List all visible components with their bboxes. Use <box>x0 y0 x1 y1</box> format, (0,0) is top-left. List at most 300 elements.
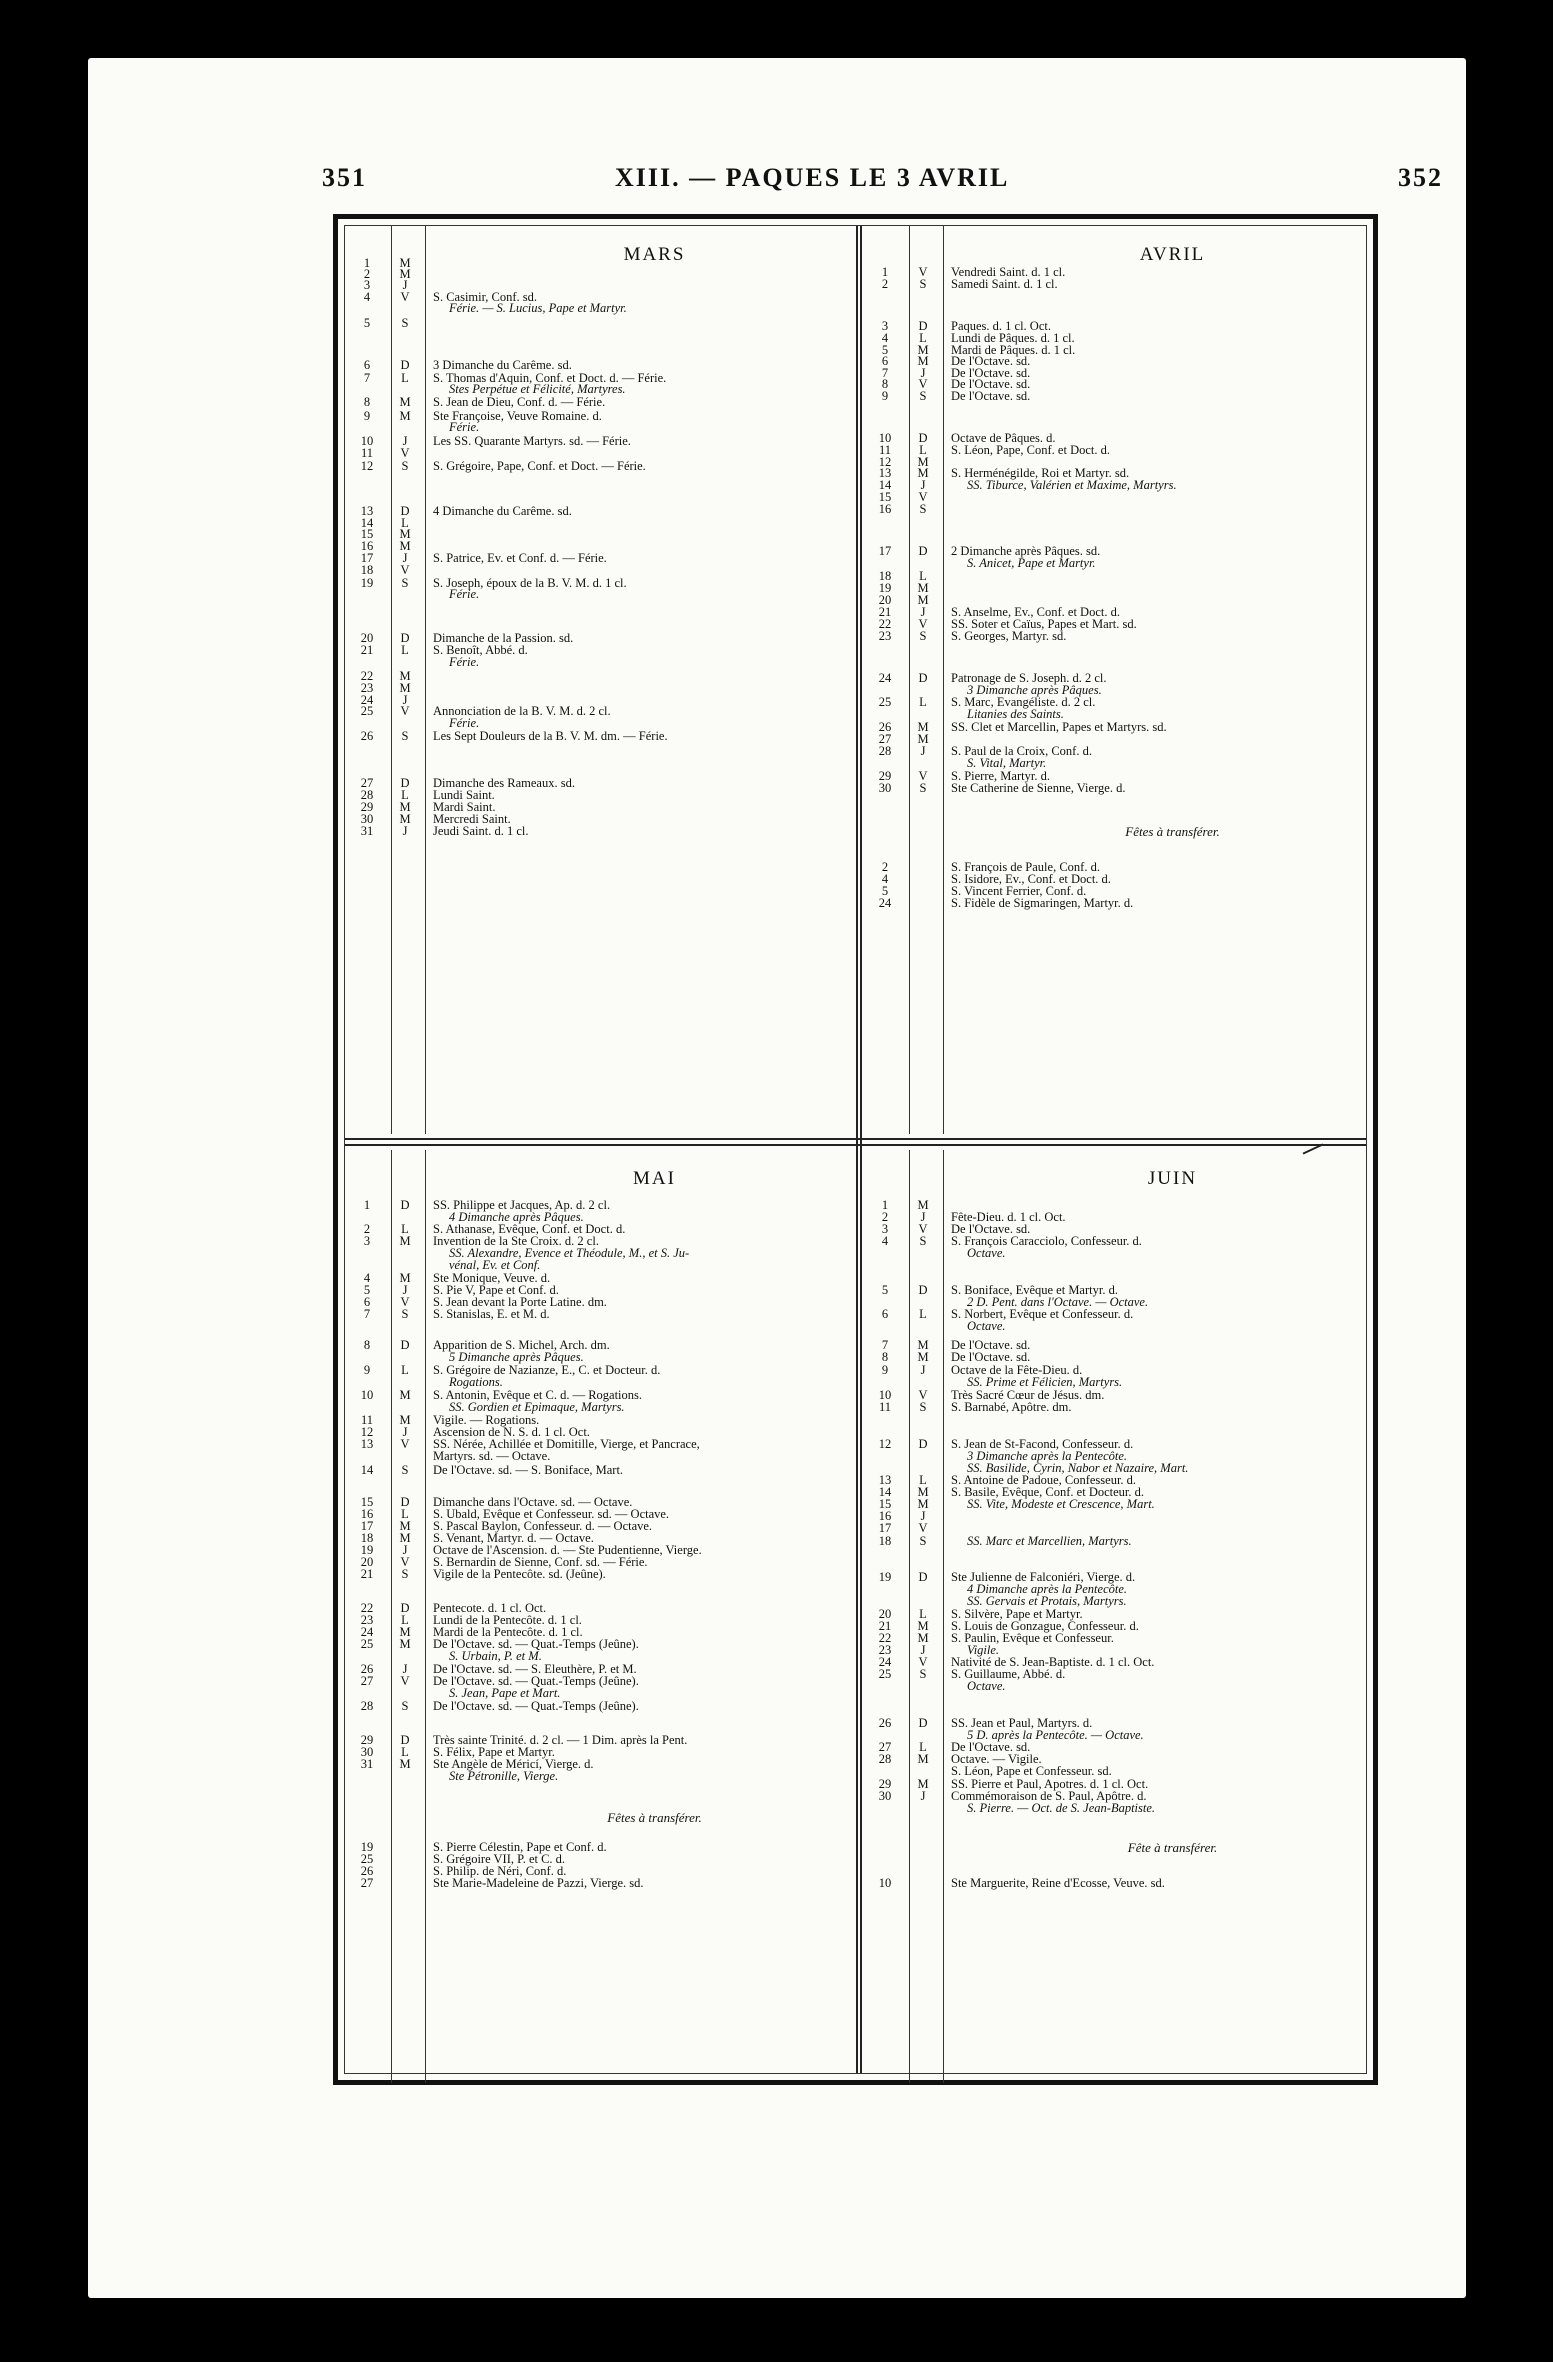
weekday-letter: V <box>918 1388 928 1402</box>
day-number: 20 <box>360 631 374 645</box>
feast-text: Paques. d. 1 cl. Oct. <box>951 319 1051 333</box>
feast-text: Octave de l'Ascension. d. — Ste Pudentienne, Vierge. <box>433 1543 702 1557</box>
weekday-letter: S <box>401 1699 409 1713</box>
day-number: 11 <box>878 1400 892 1414</box>
day-number: 15 <box>360 1495 374 1509</box>
day-number: 16 <box>878 502 892 516</box>
transfer-note: Fêtes à transférer. <box>1125 824 1220 839</box>
feast-text: Férie. — S. Lucius, Pape et Martyr. <box>449 301 627 315</box>
day-number: 19 <box>360 1840 374 1854</box>
weekday-letter: S <box>919 277 927 291</box>
weekday-letter: S <box>919 629 927 643</box>
feast-text: Invention de la Ste Croix. d. 2 cl. <box>433 1234 599 1248</box>
calendar-row <box>863 389 1372 403</box>
weekday-letter: D <box>918 1570 928 1584</box>
day-number: 5 <box>363 1283 371 1297</box>
feast-text: Dimanche des Rameaux. sd. <box>433 776 575 790</box>
calendar-row <box>345 655 854 669</box>
day-number: 5 <box>881 1283 889 1297</box>
weekday-letter: D <box>918 319 928 333</box>
feast-text: S. Herménégilde, Roi et Martyr. sd. <box>951 466 1130 480</box>
day-number: 2 <box>363 267 371 281</box>
feast-text: Octave de la Fête-Dieu. d. <box>951 1363 1083 1377</box>
day-number: 25 <box>360 1852 374 1866</box>
feast-text: S. Pierre, Martyr. d. <box>951 769 1050 783</box>
weekday-letter: M <box>917 455 929 469</box>
day-number: 16 <box>360 1507 374 1521</box>
feast-text: S. Grégoire de Nazianze, E., C. et Docteur. d. <box>433 1363 661 1377</box>
weekday-letter: D <box>918 1437 928 1451</box>
calendar-row <box>345 1649 854 1663</box>
day-number: 11 <box>360 446 374 460</box>
weekday-letter: M <box>399 800 411 814</box>
weekday-letter: J <box>920 1363 926 1377</box>
feast-text: 4 Dimanche du Carême. sd. <box>433 504 572 518</box>
weekday-letter: V <box>400 1437 410 1451</box>
day-number: 3 <box>363 278 371 292</box>
feast-text: Lundi de la Pentecôte. d. 1 cl. <box>433 1613 582 1627</box>
weekday-letter: D <box>918 544 928 558</box>
feast-text: S. Antonin, Evêque et C. d. — Rogations. <box>433 1388 643 1402</box>
day-number: 23 <box>878 629 892 643</box>
feast-text: S. Jean de St-Facond, Confesseur. d. <box>951 1437 1134 1451</box>
weekday-letter: M <box>399 1625 411 1639</box>
day-number: 6 <box>881 354 889 368</box>
feast-text: De l'Octave. sd. — S. Eleuthère, P. et M. <box>433 1662 637 1676</box>
feast-text: S. Thomas d'Aquin, Conf. et Doct. d. — Férie. <box>433 371 667 385</box>
day-number: 1 <box>363 1198 371 1212</box>
feast-text: De l'Octave. sd. <box>951 1350 1031 1364</box>
feast-text: S. Grégoire, Pape, Conf. et Doct. — Férie. <box>433 459 646 473</box>
weekday-letter: L <box>919 569 927 583</box>
feast-text: Mercredi Saint. <box>433 812 511 826</box>
feast-text: SS. Pierre et Paul, Apotres. d. 1 cl. Oct. <box>951 1777 1149 1791</box>
weekday-letter: L <box>401 1222 409 1236</box>
quadrant-avril <box>863 226 1372 1134</box>
day-number: 17 <box>878 1521 892 1535</box>
feast-text: Très sainte Trinité. d. 2 cl. — 1 Dim. après la Pent. <box>433 1733 688 1747</box>
calendar-row <box>863 1246 1372 1260</box>
weekday-letter: M <box>917 1619 929 1633</box>
day-number: 15 <box>878 1497 892 1511</box>
feast-text: S. Paulin, Evêque et Confesseur. <box>951 1631 1114 1645</box>
day-number: 24 <box>878 671 892 685</box>
weekday-letter: D <box>918 431 928 445</box>
calendar-row <box>345 382 854 396</box>
day-number: 25 <box>360 1637 374 1651</box>
day-number: 13 <box>878 466 892 480</box>
day-number: 23 <box>360 1613 374 1627</box>
weekday-letter: V <box>400 704 410 718</box>
calendar-row <box>863 1534 1372 1548</box>
day-number: 16 <box>360 539 374 553</box>
day-number: 16 <box>878 1509 892 1523</box>
weekday-letter: J <box>402 1425 408 1439</box>
day-number: 7 <box>881 1338 889 1352</box>
day-number: 23 <box>878 1643 892 1657</box>
day-number: 15 <box>360 527 374 541</box>
feast-text: S. Silvère, Pape et Martyr. <box>951 1607 1083 1621</box>
calendar-row <box>345 446 854 460</box>
weekday-letter: M <box>917 1777 929 1791</box>
weekday-letter: D <box>400 1601 410 1615</box>
day-number: 20 <box>878 593 892 607</box>
weekday-letter: J <box>920 1643 926 1657</box>
weekday-letter: M <box>399 1757 411 1771</box>
day-number: 22 <box>360 1601 374 1615</box>
day-number: 28 <box>360 1699 374 1713</box>
calendar-row <box>863 502 1372 516</box>
calendar-row <box>345 563 854 577</box>
day-number: 14 <box>360 1463 374 1477</box>
weekday-letter: J <box>920 1789 926 1803</box>
weekday-letter: V <box>918 769 928 783</box>
feast-text: 4 Dimanche après Pâques. <box>449 1210 584 1224</box>
feast-text: S. Georges, Martyr. sd. <box>951 629 1067 643</box>
feast-text: S. Benoît, Abbé. d. <box>433 643 528 657</box>
day-number: 18 <box>878 1534 892 1548</box>
day-number: 21 <box>360 643 374 657</box>
weekday-letter: J <box>402 824 408 838</box>
weekday-letter: L <box>919 331 927 345</box>
feast-text: S. François Caracciolo, Confesseur. d. <box>951 1234 1142 1248</box>
day-number: 20 <box>360 1555 374 1569</box>
page-title: XIII. — PAQUES LE 3 AVRIL <box>615 163 1010 192</box>
weekday-letter: L <box>919 443 927 457</box>
weekday-letter: V <box>400 1295 410 1309</box>
day-number: 3 <box>881 1222 889 1236</box>
feast-text: Ste Pétronille, Vierge. <box>449 1769 559 1783</box>
feast-text: Dimanche dans l'Octave. sd. — Octave. <box>433 1495 633 1509</box>
weekday-letter: L <box>919 1607 927 1621</box>
calendar-row <box>863 1764 1372 1778</box>
day-number: 13 <box>360 1437 374 1451</box>
day-number: 2 <box>881 1210 889 1224</box>
weekday-letter: J <box>920 478 926 492</box>
feast-text: S. Léon, Pape et Confesseur. sd. <box>951 1764 1112 1778</box>
feast-text: S. Boniface, Evêque et Martyr. d. <box>951 1283 1118 1297</box>
weekday-letter: M <box>917 581 929 595</box>
calendar-row <box>345 1686 854 1700</box>
weekday-letter: L <box>401 643 409 657</box>
feast-text: Samedi Saint. d. 1 cl. <box>951 277 1058 291</box>
weekday-letter: L <box>401 1613 409 1627</box>
weekday-letter: S <box>401 459 409 473</box>
feast-text: S. Patrice, Ev. et Conf. d. — Férie. <box>433 551 607 565</box>
day-number: 21 <box>878 1619 892 1633</box>
day-number: 26 <box>360 729 374 743</box>
weekday-letter: L <box>401 1507 409 1521</box>
feast-text: S. Pierre. — Oct. de S. Jean-Baptiste. <box>967 1801 1156 1815</box>
calendar-row <box>345 729 854 743</box>
day-number: 31 <box>360 1757 374 1771</box>
day-number: 1 <box>363 256 371 270</box>
day-number: 29 <box>878 1777 892 1791</box>
feast-text: S. Bernardin de Sienne, Conf. sd. — Férie. <box>433 1555 648 1569</box>
day-number: 31 <box>360 824 374 838</box>
day-number: 30 <box>878 1789 892 1803</box>
feast-text: SS. Marc et Marcellien, Martyrs. <box>967 1534 1132 1548</box>
feast-text: S. Léon, Pape, Conf. et Doct. d. <box>951 443 1111 457</box>
feast-text: S. Fidèle de Sigmaringen, Martyr. d. <box>951 896 1134 910</box>
feast-text: SS. Alexandre, Evence et Théodule, M., et S. Ju- <box>449 1246 690 1260</box>
calendar-row <box>863 629 1372 643</box>
weekday-letter: M <box>399 267 411 281</box>
day-number: 11 <box>878 443 892 457</box>
feast-text: Vigile de la Pentecôte. sd. (Jeûne). <box>433 1567 606 1581</box>
weekday-letter: S <box>919 1234 927 1248</box>
weekday-letter: M <box>399 812 411 826</box>
feast-text: S. Casimir, Conf. sd. <box>433 290 538 304</box>
feast-text: S. Pie V, Pape et Conf. d. <box>433 1283 559 1297</box>
weekday-letter: M <box>917 1752 929 1766</box>
weekday-letter: J <box>920 744 926 758</box>
weekday-letter: J <box>402 551 408 565</box>
calendar-row <box>345 1350 854 1364</box>
calendar-row <box>863 1375 1372 1389</box>
transfer-note: Fêtes à transférer. <box>607 1810 702 1825</box>
day-number: 7 <box>881 366 889 380</box>
feast-text: De l'Octave. sd. <box>951 354 1031 368</box>
day-number: 27 <box>360 1876 374 1890</box>
day-number: 21 <box>878 605 892 619</box>
feast-text: Mardi de Pâques. d. 1 cl. <box>951 343 1076 357</box>
weekday-letter: V <box>400 1674 410 1688</box>
feast-text: 5 Dimanche après Pâques. <box>449 1350 584 1364</box>
feast-text: S. Philip. de Néri, Conf. d. <box>433 1864 567 1878</box>
day-number: 10 <box>360 434 374 448</box>
day-number: 17 <box>360 1519 374 1533</box>
weekday-letter: L <box>401 1363 409 1377</box>
day-number: 8 <box>881 377 889 391</box>
day-number: 23 <box>360 681 374 695</box>
weekday-letter: S <box>919 1534 927 1548</box>
weekday-letter: S <box>401 1307 409 1321</box>
feast-text: De l'Octave. sd. <box>951 366 1031 380</box>
feast-text: SS. Nérée, Achillée et Domitille, Vierge, et Pancrace, <box>433 1437 700 1451</box>
feast-text: S. Anselme, Ev., Conf. et Doct. d. <box>951 605 1120 619</box>
feast-text: 4 Dimanche après la Pentecôte. <box>967 1582 1128 1596</box>
weekday-letter: L <box>401 1745 409 1759</box>
left-page-number: 351 <box>322 163 367 192</box>
day-number: 3 <box>363 1234 371 1248</box>
weekday-letter: S <box>919 1667 927 1681</box>
weekday-letter: J <box>402 693 408 707</box>
day-number: 27 <box>360 776 374 790</box>
weekday-letter: M <box>399 527 411 541</box>
weekday-letter: M <box>399 1519 411 1533</box>
day-number: 1 <box>881 1198 889 1212</box>
feast-text: De l'Octave. sd. <box>951 1338 1031 1352</box>
weekday-letter: V <box>918 617 928 631</box>
day-number: 19 <box>878 581 892 595</box>
quadrant-mars <box>345 226 854 1134</box>
feast-text: Octave. — Vigile. <box>951 1752 1042 1766</box>
weekday-letter: V <box>400 1555 410 1569</box>
day-number: 25 <box>878 1667 892 1681</box>
calendar-row <box>863 1876 1372 1890</box>
feast-text: De l'Octave. sd. <box>951 377 1031 391</box>
feast-text: SS. Vite, Modeste et Crescence, Mart. <box>967 1497 1155 1511</box>
day-number: 29 <box>360 1733 374 1747</box>
weekday-letter: M <box>399 395 411 409</box>
calendar-row <box>863 1679 1372 1693</box>
feast-text: Mardi de la Pentecôte. d. 1 cl. <box>433 1625 583 1639</box>
feast-text: S. François de Paule, Conf. d. <box>951 860 1100 874</box>
weekday-letter: M <box>399 256 411 270</box>
feast-text: Litanies des Saints. <box>967 707 1064 721</box>
calendar-row <box>863 1521 1372 1535</box>
calendar-row <box>863 1801 1372 1815</box>
calendar-table <box>333 214 1378 2085</box>
feast-text: Fête-Dieu. d. 1 cl. Oct. <box>951 1210 1066 1224</box>
calendar-row <box>345 420 854 434</box>
feast-text: S. Stanislas, E. et M. d. <box>433 1307 550 1321</box>
weekday-letter: J <box>402 1543 408 1557</box>
calendar-row <box>345 587 854 601</box>
feast-text: S. Ubald, Evêque et Confesseur. sd. — Octave. <box>433 1507 670 1521</box>
feast-text: S. Isidore, Ev., Conf. et Doct. d. <box>951 872 1111 886</box>
day-number: 12 <box>360 1425 374 1439</box>
weekday-letter: M <box>917 1338 929 1352</box>
quadrant-mai <box>345 1150 854 2083</box>
vertical-separator <box>856 226 858 2073</box>
weekday-letter: D <box>918 1283 928 1297</box>
day-number: 14 <box>878 1485 892 1499</box>
day-number: 22 <box>360 669 374 683</box>
day-number: 26 <box>878 1716 892 1730</box>
day-number: 28 <box>360 788 374 802</box>
day-number: 29 <box>878 769 892 783</box>
weekday-letter: S <box>401 1463 409 1477</box>
day-number: 4 <box>363 290 371 304</box>
weekday-letter: M <box>917 343 929 357</box>
weekday-letter: V <box>918 377 928 391</box>
weekday-letter: D <box>400 1733 410 1747</box>
weekday-letter: S <box>401 1567 409 1581</box>
weekday-letter: L <box>919 1307 927 1321</box>
day-number: 26 <box>360 1864 374 1878</box>
feast-text: Férie. <box>449 420 480 434</box>
feast-text: SS. Philippe et Jacques, Ap. d. 2 cl. <box>433 1198 611 1212</box>
weekday-letter: M <box>399 681 411 695</box>
feast-text: De l'Octave. sd. — Quat.-Temps (Jeûne). <box>433 1699 639 1713</box>
feast-text: Les Sept Douleurs de la B. V. M. dm. — Férie. <box>433 729 668 743</box>
feast-text: S. Jean, Pape et Mart. <box>449 1686 561 1700</box>
feast-text: Lundi de Pâques. d. 1 cl. <box>951 331 1075 345</box>
feast-text: SS. Jean et Paul, Martyrs. d. <box>951 1716 1093 1730</box>
feast-text: Stes Perpétue et Félicité, Martyres. <box>449 382 626 396</box>
day-number: 30 <box>878 781 892 795</box>
calendar-row <box>345 1567 854 1581</box>
feast-text: Octave de Pâques. d. <box>951 431 1056 445</box>
feast-text: 3 Dimanche après Pâques. <box>967 683 1102 697</box>
weekday-letter: J <box>920 1509 926 1523</box>
feast-text: Commémoraison de S. Paul, Apôtre. d. <box>951 1789 1147 1803</box>
calendar-row <box>863 1400 1372 1414</box>
day-number: 9 <box>363 409 371 423</box>
day-number: 5 <box>881 343 889 357</box>
day-number: 12 <box>360 459 374 473</box>
day-number: 6 <box>363 1295 371 1309</box>
weekday-letter: S <box>919 1400 927 1414</box>
feast-text: Ste Angèle de Méricí, Vierge. d. <box>433 1757 594 1771</box>
weekday-letter: L <box>401 516 409 530</box>
feast-text: Lundi Saint. <box>433 788 495 802</box>
calendar-row <box>345 824 854 838</box>
day-number: 9 <box>363 1363 371 1377</box>
day-number: 10 <box>360 1388 374 1402</box>
calendar-row <box>863 781 1372 795</box>
weekday-letter: M <box>917 354 929 368</box>
weekday-letter: J <box>920 1210 926 1224</box>
day-number: 29 <box>360 800 374 814</box>
weekday-letter: S <box>401 729 409 743</box>
weekday-letter: J <box>402 434 408 448</box>
calendar-row <box>345 1449 854 1463</box>
feast-text: S. Louis de Gonzague, Confesseur. d. <box>951 1619 1139 1633</box>
weekday-letter: D <box>400 358 410 372</box>
feast-text: Patronage de S. Joseph. d. 2 cl. <box>951 671 1107 685</box>
feast-text: S. Venant, Martyr. d. — Octave. <box>433 1531 594 1545</box>
calendar-row <box>345 1699 854 1713</box>
weekday-letter: J <box>402 278 408 292</box>
day-number: 24 <box>878 896 892 910</box>
month-title: JUIN <box>1147 1168 1198 1189</box>
day-number: 12 <box>878 455 892 469</box>
feast-text: Octave. <box>967 1319 1006 1333</box>
feast-text: S. Athanase, Evêque, Conf. et Doct. d. <box>433 1222 626 1236</box>
feast-text: Martyrs. sd. — Octave. <box>433 1449 551 1463</box>
day-number: 10 <box>878 1876 892 1890</box>
feast-text: 3 Dimanche du Carême. sd. <box>433 358 572 372</box>
feast-text: 5 D. après la Pentecôte. — Octave. <box>967 1728 1144 1742</box>
day-number: 25 <box>360 704 374 718</box>
day-number: 8 <box>881 1350 889 1364</box>
feast-text: Vendredi Saint. d. 1 cl. <box>951 265 1066 279</box>
weekday-letter: D <box>400 1338 410 1352</box>
feast-text: Ste Marguerite, Reine d'Ecosse, Veuve. sd. <box>951 1876 1165 1890</box>
feast-text: SS. Gordien et Epimaque, Martyrs. <box>449 1400 625 1414</box>
day-number: 17 <box>878 544 892 558</box>
feast-text: 2 Dimanche après Pâques. sd. <box>951 544 1101 558</box>
weekday-letter: D <box>918 1716 928 1730</box>
weekday-letter: L <box>919 1740 927 1754</box>
weekday-letter: M <box>917 1350 929 1364</box>
feast-text: vénal, Ev. et Conf. <box>449 1258 541 1272</box>
weekday-letter: L <box>401 788 409 802</box>
weekday-letter: M <box>399 1271 411 1285</box>
weekday-letter: M <box>917 1485 929 1499</box>
weekday-letter: M <box>917 1497 929 1511</box>
day-number: 4 <box>881 331 889 345</box>
calendar-row <box>345 1400 854 1414</box>
weekday-letter: V <box>918 265 928 279</box>
weekday-letter: D <box>400 1495 410 1509</box>
day-number: 18 <box>360 563 374 577</box>
feast-text: Vigile. <box>967 1643 1000 1657</box>
weekday-letter: M <box>399 409 411 423</box>
weekday-letter: M <box>399 1637 411 1651</box>
feast-text: SS. Prime et Félicien, Martyrs. <box>967 1375 1123 1389</box>
feast-text: SS. Tiburce, Valérien et Maxime, Martyrs. <box>967 478 1177 492</box>
calendar-row <box>863 707 1372 721</box>
feast-text: S. Grégoire VII, P. et C. d. <box>433 1852 566 1866</box>
day-number: 22 <box>878 617 892 631</box>
weekday-letter: S <box>919 389 927 403</box>
weekday-letter: M <box>917 720 929 734</box>
day-number: 3 <box>881 319 889 333</box>
